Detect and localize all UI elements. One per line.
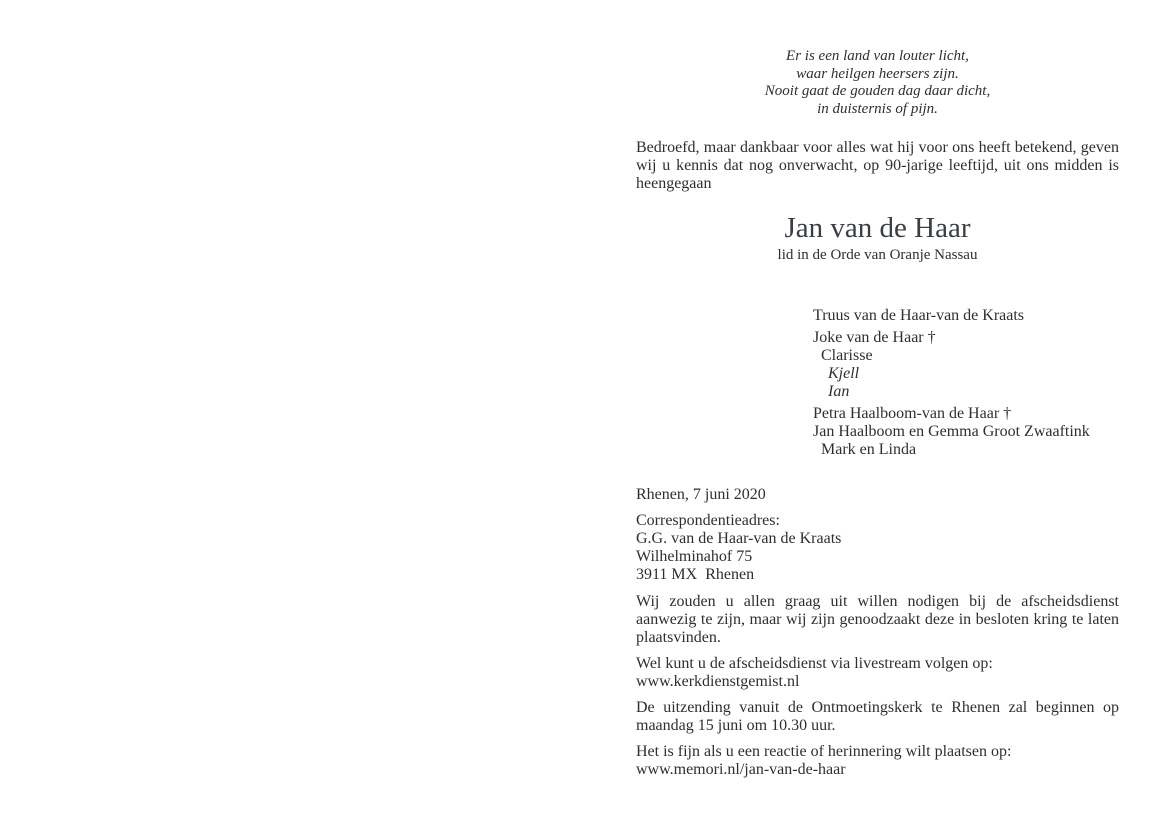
correspondence-postal-city: 3911 MX Rhenen bbox=[636, 566, 755, 583]
livestream-link[interactable]: www.kerkdienstgemist.nl bbox=[636, 673, 800, 690]
poem-line: waar heilgen heersers zijn. bbox=[796, 65, 959, 82]
family-member: Petra Haalboom-van de Haar † bbox=[813, 405, 1012, 422]
intro-text: Bedroefd, maar dankbaar voor alles wat hij voor ons heeft betekend, geven wij u kennis dat nog onverwacht, op 90-jarige leeftijd, uit ons midden is heengegaan bbox=[636, 139, 1119, 192]
family-member: Mark en Linda bbox=[821, 441, 917, 458]
livestream-text: Wel kunt u de afscheidsdienst via livestream volgen op: bbox=[636, 655, 993, 672]
family-member: Ian bbox=[828, 383, 850, 400]
poem-line: in duisternis of pijn. bbox=[817, 100, 938, 117]
correspondence-heading: Correspondentieadres: bbox=[636, 512, 780, 529]
memori-text: Het is fijn als u een reactie of herinnering wilt plaatsen op: bbox=[636, 743, 1012, 760]
correspondence-street: Wilhelminahof 75 bbox=[636, 548, 753, 565]
correspondence-address bbox=[636, 512, 841, 584]
family-member: Kjell bbox=[828, 365, 860, 382]
poem-line: Er is een land van louter licht, bbox=[786, 48, 969, 64]
family-member: Truus van de Haar-van de Kraats bbox=[813, 307, 1025, 324]
family-member: Jan Haalboom en Gemma Groot Zwaaftink bbox=[813, 423, 1090, 440]
correspondence-name: G.G. van de Haar-van de Kraats bbox=[636, 530, 842, 547]
invitation-paragraph: Wij zouden u allen graag uit willen nodigen bij de afscheidsdienst aanwezig te zijn, maar wij zijn genoodzaakt deze in besloten kring te laten plaatsvinden. bbox=[636, 593, 1119, 646]
deceased-name: Jan van de Haar bbox=[784, 212, 971, 244]
livestream-paragraph bbox=[636, 655, 1119, 691]
poem-line: Nooit gaat de gouden dag daar dicht, bbox=[764, 83, 991, 99]
family-list bbox=[813, 307, 1090, 459]
poem bbox=[636, 48, 1119, 118]
memori-link[interactable]: www.memori.nl/jan-van-de-haar bbox=[636, 761, 846, 778]
family-member: Joke van de Haar † bbox=[813, 329, 936, 346]
memori-paragraph bbox=[636, 743, 1119, 779]
place-date: Rhenen, 7 juni 2020 bbox=[636, 486, 766, 503]
family-member: Clarisse bbox=[821, 347, 873, 364]
deceased-title: lid in de Orde van Oranje Nassau bbox=[777, 247, 978, 263]
broadcast-paragraph: De uitzending vanuit de Ontmoetingskerk te Rhenen zal beginnen op maandag 15 juni om 10.30 uur. bbox=[636, 699, 1119, 734]
